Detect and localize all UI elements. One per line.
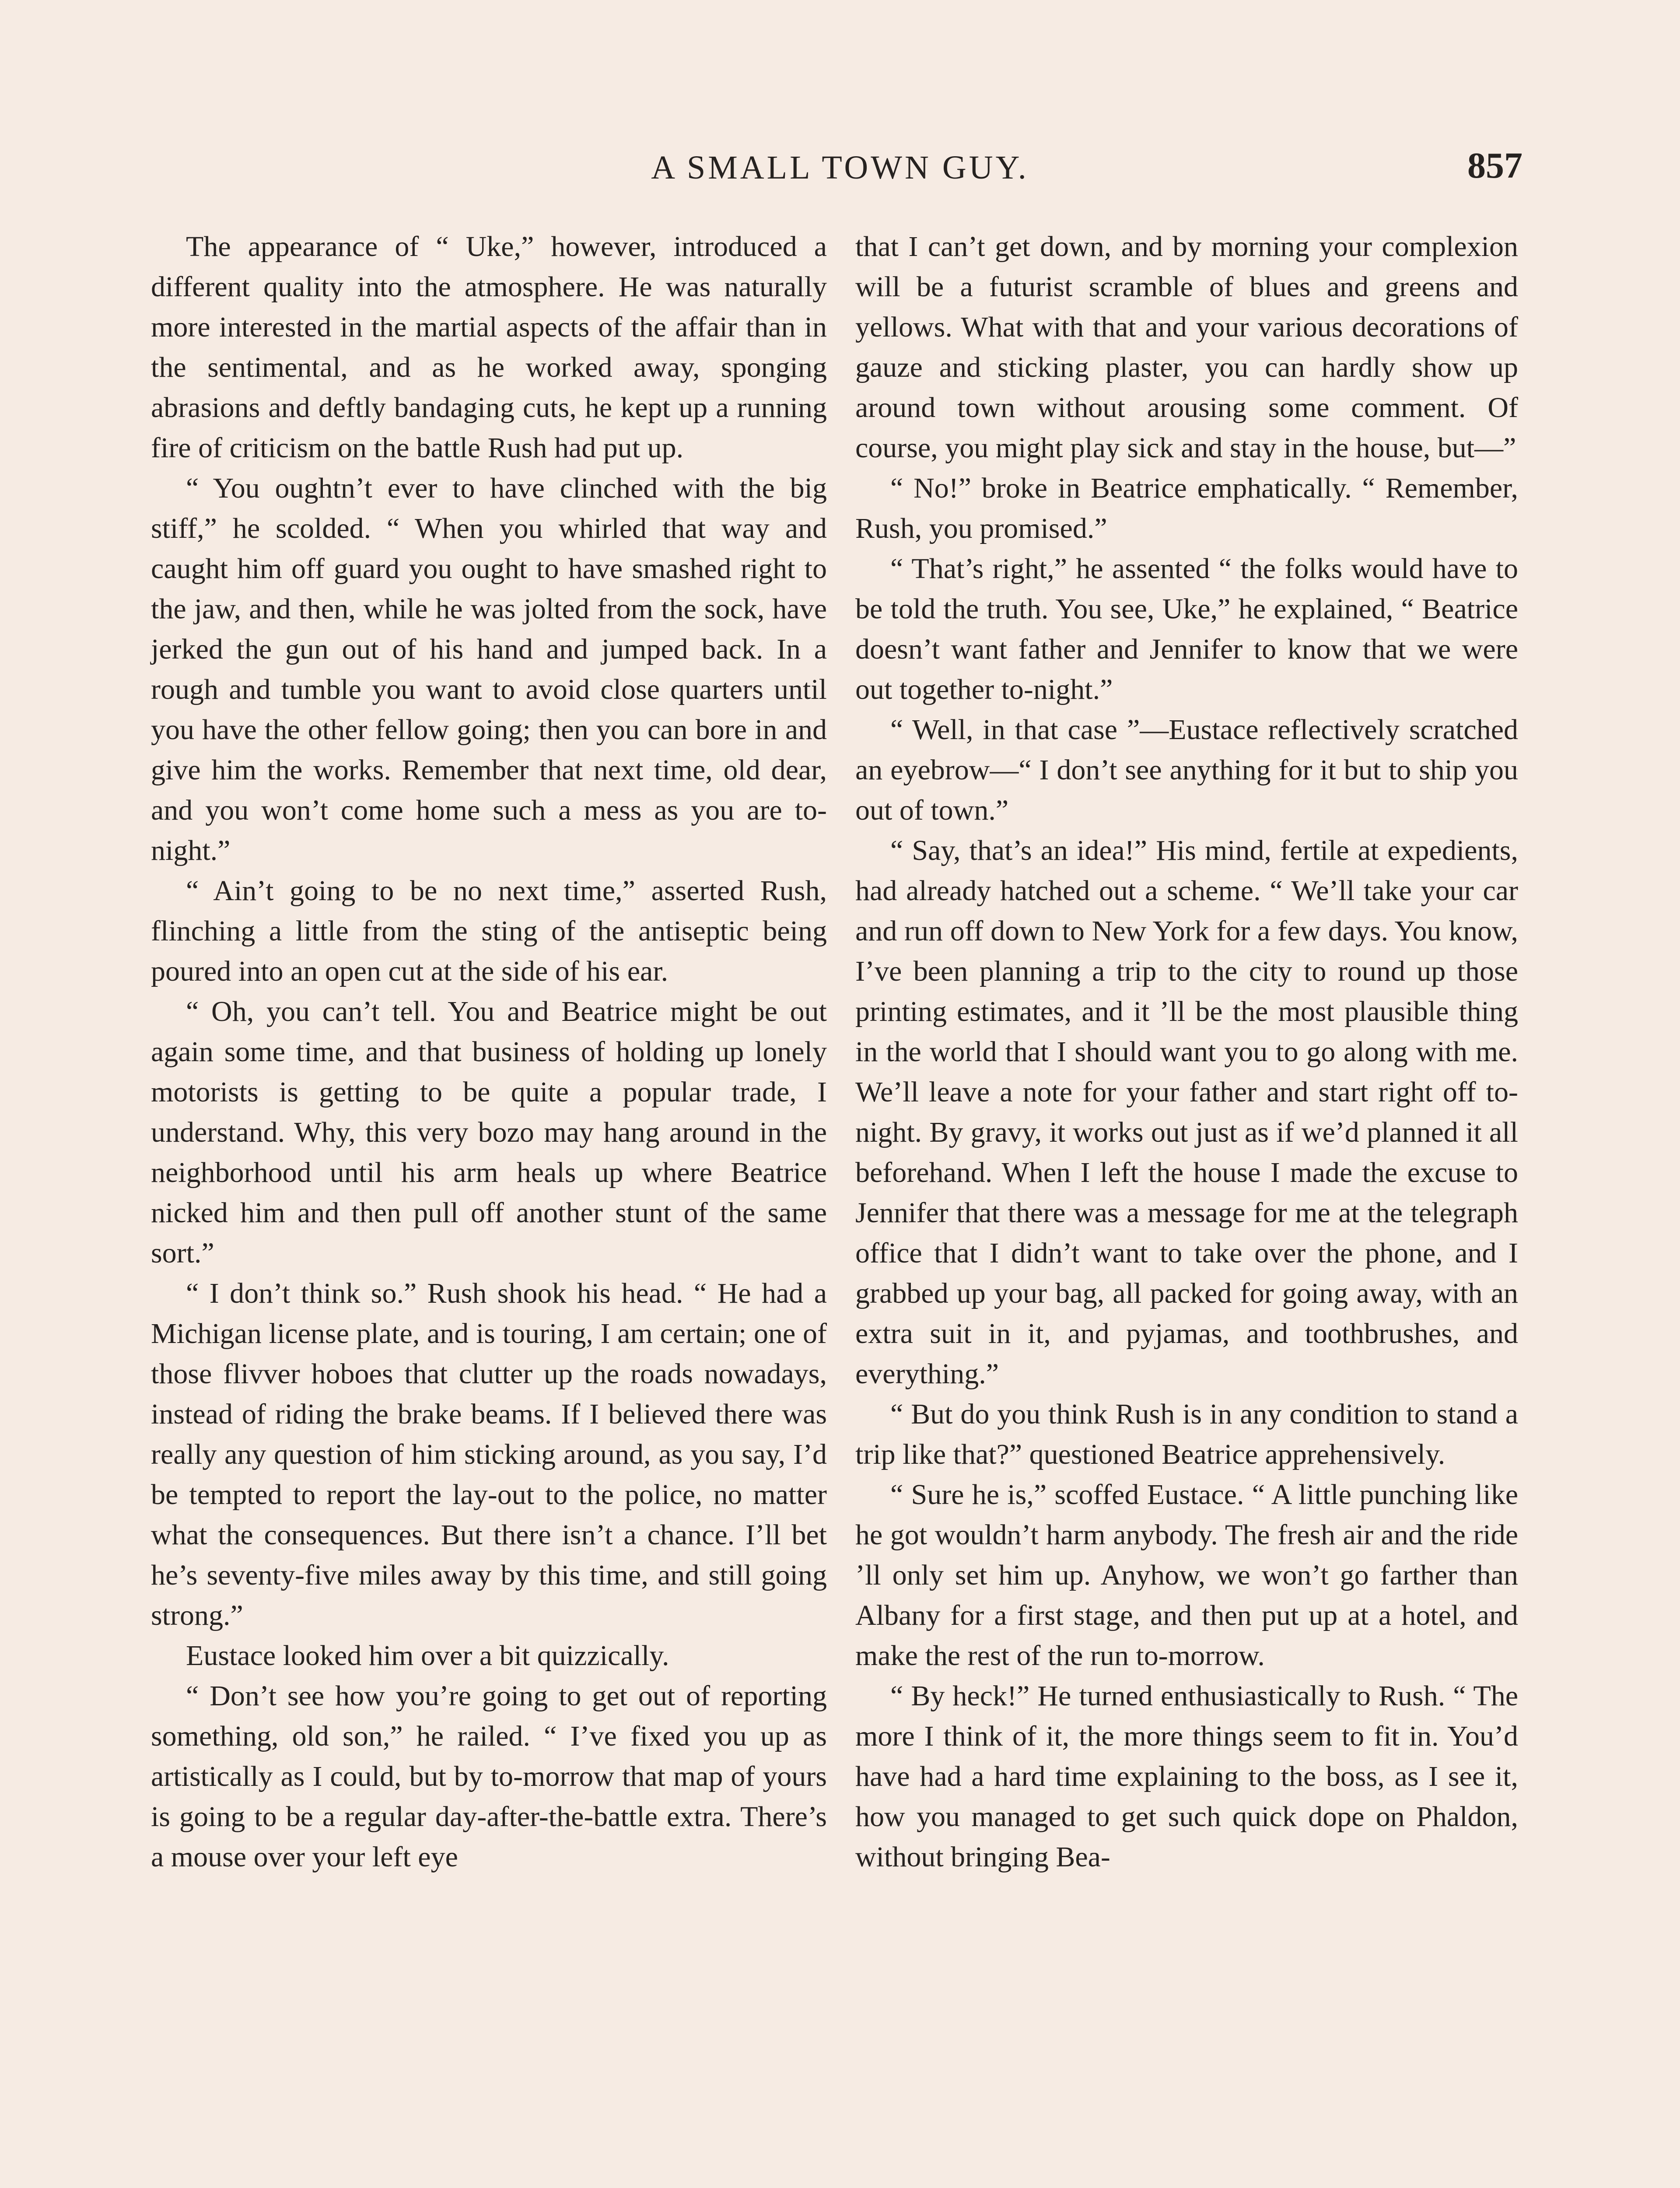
paragraph: “ Don’t see how you’re going to get out of reporting something, old son,” he railed. “ I’ve fixed you up as artistically as I could, but by to-morrow that map of yours is going to be a regular day-after-the-battle extra. There’s a mouse over your left eye: [151, 1680, 827, 1873]
page-number: 857: [1467, 145, 1522, 186]
paragraph: “ Sure he is,” scoffed Eustace. “ A little punching like he got wouldn’t harm anybody. The fresh air and the ride ’ll only set him up. Anyhow, we won’t go farther than Albany for a first stage, and then put up at a hotel, and make the rest of the run to-morrow.: [855, 1479, 1518, 1672]
paragraph: “ That’s right,” he assented “ the folks would have to be told the truth. You see, Uke,” he explained, “ Beatrice doesn’t want father and Jennifer to know that we were out together to-night.”: [855, 553, 1518, 705]
paragraph-continued: that I can’t get down, and by morning your complexion will be a futurist scramble of blues and greens and yellows. What with that and your various decorations of gauze and sticking plaster, you can hardly show up around town without arousing some comment. Of course, you might play sick and stay in the house, but—”: [855, 231, 1518, 464]
paragraph: “ No!” broke in Beatrice emphatically. “ Remember, Rush, you promised.”: [855, 472, 1518, 544]
paragraph: “ I don’t think so.” Rush shook his head. “ He had a Michigan license plate, and is touring, I am certain; one of those flivver hoboes that clutter up the roads nowadays, instead of riding the brake beams. If I believed there was really any question of him sticking around, as you say, I’d be tempted to report the lay-out to the police, no matter what the consequences. But there isn’t a chance. I’ll bet he’s seventy-five miles away by this time, and still going strong.”: [151, 1277, 827, 1631]
page-header: [0, 0, 1680, 245]
left-column: [151, 227, 827, 2188]
paragraph: “ By heck!” He turned enthusiastically to Rush. “ The more I think of it, the more things seem to fit in. You’d have had a hard time explaining to the boss, as I see it, how you managed to get such quick dope on Phaldon, without bringing Bea-: [855, 1680, 1518, 1873]
running-title: A SMALL TOWN GUY.: [651, 149, 1029, 186]
paragraph: “ But do you think Rush is in any condition to stand a trip like that?” questioned Beatrice apprehensively.: [855, 1398, 1518, 1470]
paragraph: The appearance of “ Uke,” however, introduced a different quality into the atmosphere. He was naturally more interested in the martial aspects of the affair than in the sentimental, and as he worked away, sponging abrasions and deftly bandaging cuts, he kept up a running fire of criticism on the battle Rush had put up.: [151, 231, 827, 464]
paragraph: “ Oh, you can’t tell. You and Beatrice might be out again some time, and that business of holding up lonely motorists is getting to be quite a popular trade, I understand. Why, this very bozo may hang around in the neighborhood until his arm heals up where Beatrice nicked him and then pull off another stunt of the same sort.”: [151, 996, 827, 1269]
paragraph: “ You oughtn’t ever to have clinched with the big stiff,” he scolded. “ When you whirled that way and caught him off guard you ought to have smashed right to the jaw, and then, while he was jolted from the sock, have jerked the gun out of his hand and jumped back. In a rough and tumble you want to avoid close quarters until you have the other fellow going; then you can bore in and give him the works. Remember that next time, old dear, and you won’t come home such a mess as you are to-night.”: [151, 472, 827, 866]
paragraph: “ Say, that’s an idea!” His mind, fertile at expedients, had already hatched out a scheme. “ We’ll take your car and run off down to New York for a few days. You know, I’ve been planning a trip to the city to round up those printing estimates, and it ’ll be the most plausible thing in the world that I should want you to go along with me. We’ll leave a note for your father and start right off to-night. By gravy, it works out just as if we’d planned it all beforehand. When I left the house I made the excuse to Jennifer that there was a message for me at the telegraph office that I didn’t want to take over the phone, and I grabbed up your bag, all packed for going away, with an extra suit in it, and pyjamas, and toothbrushes, and everything.”: [855, 835, 1518, 1390]
right-column: [855, 227, 1518, 2188]
paragraph: “ Well, in that case ”—Eustace reflectively scratched an eyebrow—“ I don’t see anything for it but to ship you out of town.”: [855, 714, 1518, 826]
paragraph: “ Ain’t going to be no next time,” asserted Rush, flinching a little from the sting of the antiseptic being poured into an open cut at the side of his ear.: [151, 875, 827, 987]
paragraph: Eustace looked him over a bit quizzically.: [186, 1640, 669, 1672]
